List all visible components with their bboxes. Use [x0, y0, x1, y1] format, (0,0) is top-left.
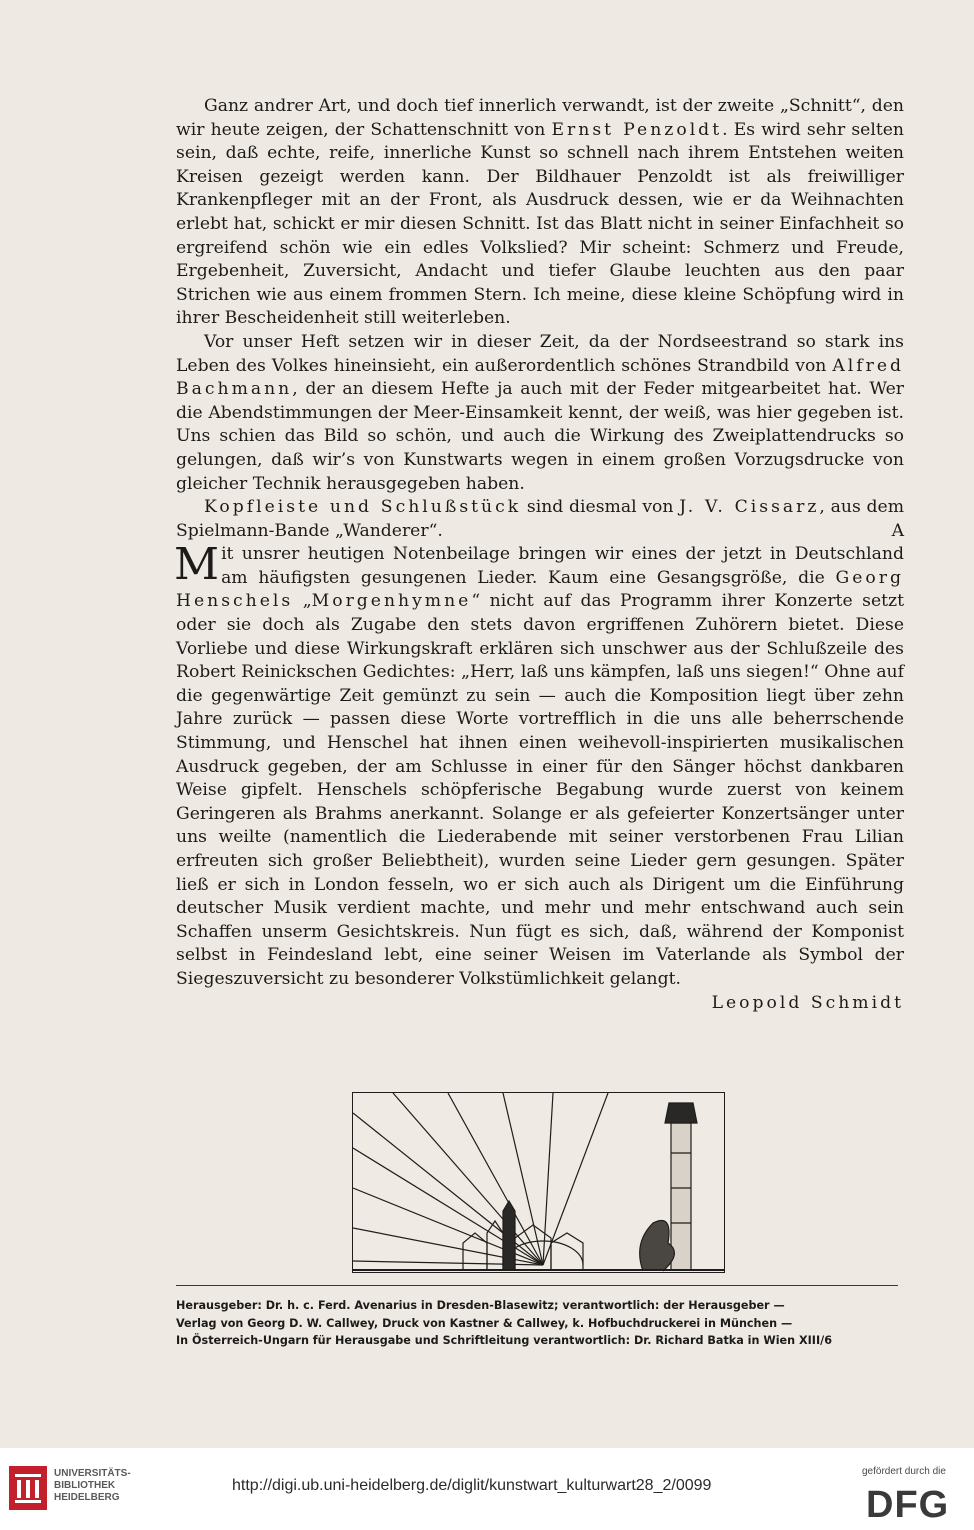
author-initial: A: [891, 520, 904, 541]
imprint-line: Verlag von Georg D. W. Callwey, Druck von Kastner & Callwey, k. Hofbuchdruckerei in München —: [176, 1316, 793, 1330]
imprint-line: Herausgeber: Dr. h. c. Ferd. Avenarius in Dresden-Blasewitz; verantwortlich: der Herausgeber —: [176, 1299, 785, 1312]
artist-name-cissarz: J. V. Cissarz: [679, 497, 820, 518]
imprint-line: In Österreich-Ungarn für Herausgabe und Schriftleitung verantwortlich: Dr. Richard Batka in Wien XIII/6: [176, 1334, 832, 1347]
seaside-town-woodcut: [353, 1093, 724, 1272]
artist-name-bachmann: Alfred Bachmann: [176, 355, 904, 400]
artist-name-penzoldt: Ernst Penzoldt: [551, 119, 723, 140]
drop-cap: M: [174, 539, 220, 591]
paragraph-bachmann: Vor unser Heft setzen wir in dieser Zeit, da der Nordseestrand so stark ins Leben des Volkes hineinsieht, ein außerordentlich schönes Strandbild von Alfred Bachmann, der an diesem Hefte ja auch mit der Feder mitgearbeitet hat. Wer die Abendstimmungen der Meer-Einsamkeit kennt, der weiß, was hier gegeben ist. Uns schien das Bild so schön, und auch die Wirkung des Zweiplattendrucks so gelungen, daß wir’s von Kunstwarts wegen in einem großen Vorzugsdrucke von gleicher Technik herausgegeben haben.: [176, 331, 904, 494]
digitization-footer: [0, 1448, 974, 1530]
paragraph-cissarz: Kopfleiste und Schlußstück sind diesmal von J. V. Cissarz, aus dem Spielmann-Bande „Wanderer“. A: [176, 496, 904, 543]
sponsor-label: gefördert durch die: [862, 1466, 946, 1477]
source-url[interactable]: http://digi.ub.uni-heidelberg.de/diglit/kunstwart_kulturwart28_2/0099: [232, 1477, 712, 1494]
publisher-imprint: [176, 1297, 900, 1350]
closing-vignette-illustration: [352, 1092, 725, 1273]
author-signature: Leopold Schmidt: [711, 992, 904, 1013]
paragraph-penzoldt: Ganz andrer Art, und doch tief innerlich verwandt, ist der zweite „Schnitt“, den wir heute zeigen, der Schattenschnitt von Ernst Penzoldt. Es wird sehr selten sein, daß echte, reife, innerliche Kunst so schnell nach ihrem Entstehen weiten Kreisen gezeigt werden kann. Der Bildhauer Penzoldt ist als freiwilliger Krankenpfleger mit an der Front, als Ausdruck dessen, wie er da Weihnachten erlebt hat, schickt er mir diesen Schnitt. Ist das Blatt nicht in seiner Einfachheit so ergreifend schön wie ein edles Volkslied? Mir scheint: Schmerz und Freude, Ergebenheit, Zuversicht, Andacht und tiefer Glaube leuchten aus den paar Strichen wie aus einem frommen Stern. Ich meine, diese kleine Schöpfung wird in ihrer Bescheidenheit still weiterleben.: [176, 96, 904, 329]
imprint-divider: [176, 1285, 898, 1286]
paragraph-henschel: Mit unsrer heutigen Notenbeilage bringen wir eines der jetzt in Deutschland am häufigsten gesungenen Lieder. Kaum eine Gesangsgröße, die Georg Henschels „Morgenhymne“ nicht auf das Programm ihrer Konzerte setzt oder sie doch als Zugabe den stets davon ergriffenen Zuhörern bietet. Diese Vorliebe und diese Wirkungskraft erklären sich unschwer aus der Schlußzeile des Robert Reinickschen Gedichtes: „Herr, laß uns kämpfen, laß uns siegen!“ Ohne auf die gegenwärtige Zeit gemünzt zu sein — auch die Komposition liegt über zehn Jahre zurück — passen diese Worte vortrefflich in die uns alle beherrschende Stimmung, und Henschel hat ihnen einen weihevoll-inspirierten musikalischen Ausdruck gegeben, der am Schlusse in einer für den Sänger höchst dankbaren Weise gipfelt. Henschels schöpferische Begabung wurde zuerst von keinem Geringeren als Brahms anerkannt. Solange er als gefeierter Konzertsänger unter uns weilte (namentlich die Liederabende mit seiner verstorbenen Frau Lilian erfreuten sich großer Beliebtheit), wurden seine Lieder gern gesungen. Später ließ er sich in London fesseln, wo er sich auch als Dirigent um die Einführung deutscher Musik verdient machte, und mehr und mehr entschwand auch sein Schaffen unserm Gesichtskreis. Nun fügt es sich, daß, während der Komponist selbst in Feindesland lebt, eine seiner Weisen im Vaterlande als Symbol der Siegeszuversicht zu besonderer Volkstümlichkeit gelangt.: [174, 539, 904, 989]
song-title: Morgenhymne: [311, 591, 472, 612]
library-name: UNIVERSITÄTS- BIBLIOTHEK HEIDELBERG: [54, 1468, 131, 1503]
composer-name: Georg Henschels: [176, 567, 904, 612]
dfg-logo: DFG: [866, 1484, 950, 1526]
signature-line: [176, 992, 904, 1016]
university-library-logo: [9, 1466, 47, 1510]
article-body: [176, 95, 904, 1015]
